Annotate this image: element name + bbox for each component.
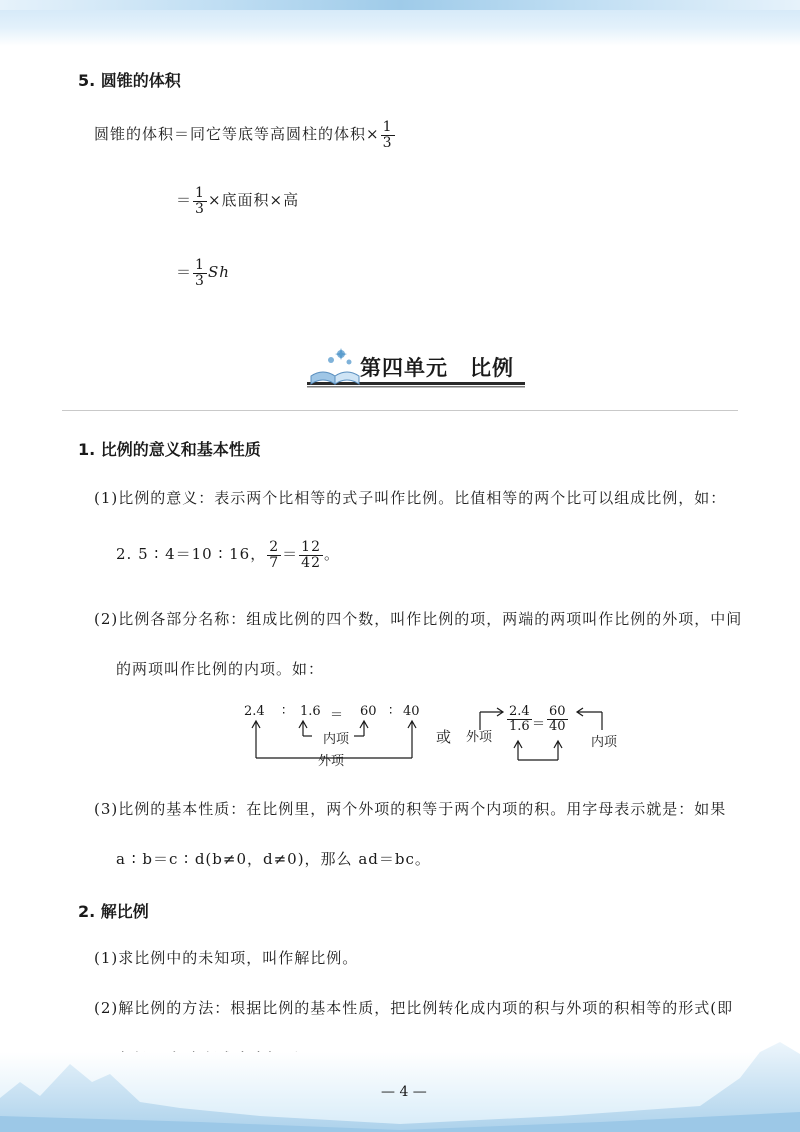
- fraction-2-4-over-1-6: $\frac{2.4}{1.6}$: [509, 704, 530, 734]
- paragraph-3-line-2: a ∶ b＝c ∶ d(b≠0，d≠0)，那么 ad＝bc。: [116, 850, 431, 868]
- paragraph-2-line-2: 的两项叫作比例的内项。如：: [116, 660, 325, 678]
- section-5-heading: 5. 圆锥的体积: [78, 71, 181, 90]
- bottom-decorative-band: [0, 1012, 800, 1132]
- inner-terms-label: 内项: [323, 732, 350, 747]
- unit-title: 第四单元 比例: [360, 356, 514, 380]
- fraction-60-over-40: $\frac{60}{40}$: [549, 704, 566, 734]
- fraction-12-42: $\frac{12}{42}$: [301, 539, 321, 571]
- equals-1: ＝: [330, 708, 344, 723]
- diagram-lines: [240, 700, 630, 780]
- colon-1: ∶: [282, 704, 286, 719]
- section-2-heading: 2. 解比例: [78, 902, 149, 921]
- fraction-2-7: $\frac{2}{7}$: [269, 539, 280, 571]
- one-third-fraction: $\frac{1}{3}$: [382, 119, 393, 151]
- cone-volume-text: 圆锥的体积＝同它等底等高圆柱的体积×: [94, 125, 380, 144]
- paragraph-1-line-1: (1)比例的意义：表示两个比相等的式子叫作比例。比值相等的两个比可以组成比例，如：: [94, 489, 727, 507]
- cone-volume-line-3: ＝ $\frac{1}{3}$ Sh: [176, 257, 230, 289]
- cone-volume-line-1: [94, 120, 396, 150]
- cone-volume-line-2: ＝ $\frac{1}{3}$ ×底面积×高: [176, 185, 300, 217]
- divider-line: [62, 410, 738, 411]
- page-number: — 4 —: [381, 1084, 427, 1100]
- one-third-fraction: $\frac{1}{3}$: [195, 185, 205, 217]
- sparkle-icon: [328, 348, 352, 365]
- term-a: 2.4: [244, 704, 265, 719]
- term-c: 60: [360, 704, 377, 719]
- colon-2: ∶: [389, 704, 393, 719]
- paragraph-2-line-1: (2)比例各部分名称：组成比例的四个数，叫作比例的项，两端的两项叫作比例的外项，中间: [94, 610, 743, 628]
- section-1-heading: 1. 比例的意义和基本性质: [78, 440, 261, 459]
- outer-terms-label: 外项: [318, 754, 345, 769]
- outer-terms-label-2: 外项: [466, 730, 493, 745]
- fraction-equals: ＝: [532, 717, 546, 732]
- section-2-paragraph-2-line-1: (2)解比例的方法：根据比例的基本性质，把比例转化成内项的积与外项的积相等的形式(即: [94, 999, 734, 1017]
- top-decorative-band: [0, 0, 800, 46]
- or-word: 或: [436, 728, 453, 746]
- section-2-paragraph-1: (1)求比例中的未知项，叫作解比例。: [94, 949, 359, 967]
- paragraph-1-line-2: 2. 5 ∶ 4＝10 ∶ 16， $\frac{2}{7}$ ＝ $\frac{12}{42}$ 。: [116, 539, 341, 571]
- term-b: 1.6: [300, 704, 321, 719]
- one-third-fraction: $\frac{1}{3}$: [195, 257, 205, 289]
- paragraph-3-line-1: (3)比例的基本性质：在比例里，两个外项的积等于两个内项的积。用字母表示就是：如果: [94, 800, 727, 818]
- inner-terms-label-2: 内项: [591, 735, 618, 750]
- term-d: 40: [403, 704, 420, 719]
